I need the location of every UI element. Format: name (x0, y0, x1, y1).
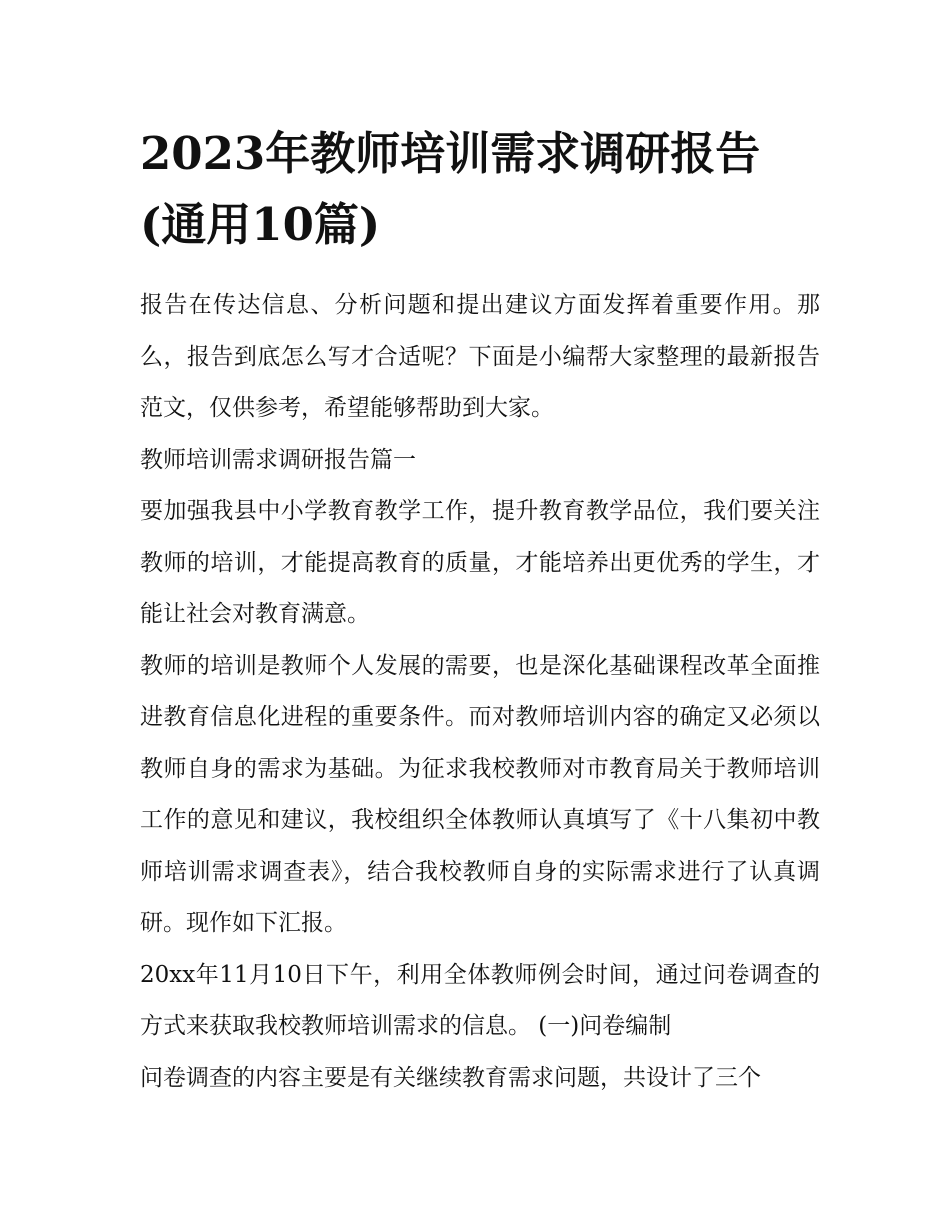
document-page (140, 118, 820, 1104)
section-heading: 教师培训需求调研报告篇一 (140, 446, 416, 473)
body-paragraph: 20xx年11月10日下午，利用全体教师例会时间，通过问卷调查的方式来获取我校教师培训需求的信息。 (一)问卷编制 (140, 961, 820, 1039)
body-paragraph: 教师的培训是教师个人发展的需要，也是深化基础课程改革全面推进教育信息化进程的重要条件。而对教师培训内容的确定又必须以教师自身的需求为基础。为征求我校教师对市教育局关于教师培训工作的意见和建议，我校组织全体教师认真填写了《十八集初中教师培训需求调查表》，结合我校教师自身的实际需求进行了认真调研。现作如下汇报。 (140, 652, 820, 936)
document-body (140, 280, 820, 1104)
body-paragraph: 问卷调查的内容主要是有关继续教育需求问题，共设计了三个 (140, 1064, 761, 1091)
document-title: 2023年教师培训需求调研报告(通用10篇) (140, 127, 761, 251)
body-paragraph: 要加强我县中小学教育教学工作，提升教育教学品位，我们要关注教师的培训，才能提高教育的质量，才能培养出更优秀的学生，才能让社会对教育满意。 (140, 498, 820, 627)
intro-paragraph: 报告在传达信息、分析问题和提出建议方面发挥着重要作用。那么，报告到底怎么写才合适呢？下面是小编帮大家整理的最新报告范文，仅供参考，希望能够帮助到大家。 (140, 292, 820, 421)
